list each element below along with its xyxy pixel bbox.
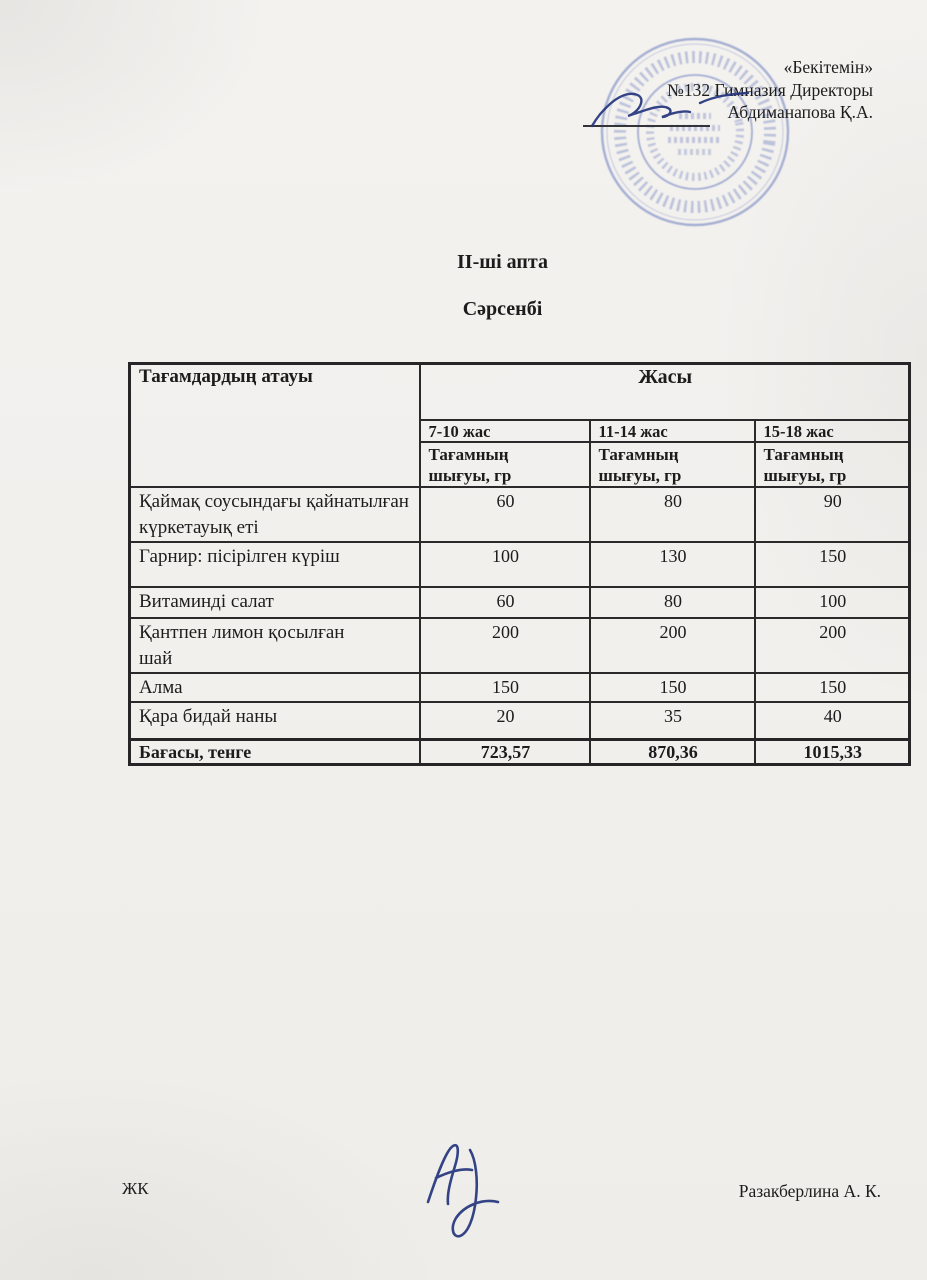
- table-header-row: [130, 364, 910, 420]
- menu-table: [128, 362, 911, 766]
- price-row: [130, 740, 910, 765]
- approval-director-line: №132 Гимназия Директоры: [667, 79, 873, 100]
- dish-name-header: Тағамдардың атауы: [130, 364, 420, 487]
- table-row: [130, 487, 910, 542]
- table-row: [130, 702, 910, 740]
- cook-signature-icon: [412, 1132, 527, 1247]
- portion-value-cell: 60: [420, 487, 590, 542]
- portion-value-cell: 60: [420, 587, 590, 618]
- dish-name-cell: Қантпен лимон қосылған шай: [130, 618, 420, 673]
- age-column-header: 11-14 жас: [590, 420, 755, 442]
- portion-value-cell: 80: [590, 487, 755, 542]
- approval-director-name: Абдиманапова Қ.А.: [727, 102, 873, 122]
- table-row: [130, 618, 910, 673]
- dish-name-cell: Алма: [130, 673, 420, 702]
- portion-value-cell: 150: [755, 673, 910, 702]
- portion-value-cell: 40: [755, 702, 910, 740]
- table-row: [130, 542, 910, 587]
- dish-name-cell: Қаймақ соусындағы қайнатылған күркетауық еті: [130, 487, 420, 542]
- age-column-header: 15-18 жас: [755, 420, 910, 442]
- dish-name-cell: Қара бидай наны: [130, 702, 420, 740]
- output-header: Тағамның шығуы, гр: [755, 442, 910, 487]
- price-value-cell: 1015,33: [755, 740, 910, 765]
- portion-value-cell: 150: [755, 542, 910, 587]
- week-title: II-ші апта: [457, 251, 548, 273]
- table-row: [130, 673, 910, 702]
- footer-left-initials: ЖК: [122, 1179, 149, 1198]
- price-value-cell: 723,57: [420, 740, 590, 765]
- day-title: Сәрсенбі: [462, 298, 543, 320]
- portion-value-cell: 150: [420, 673, 590, 702]
- portion-value-cell: 20: [420, 702, 590, 740]
- approval-title: «Бекітемін»: [783, 57, 873, 77]
- director-signature-icon: [575, 82, 760, 137]
- portion-value-cell: 150: [590, 673, 755, 702]
- age-column-header: 7-10 жас: [420, 420, 590, 442]
- portion-value-cell: 35: [590, 702, 755, 740]
- dish-name-cell: Гарнир: пісірілген күріш: [130, 542, 420, 587]
- price-label-cell: Бағасы, тенге: [130, 740, 420, 765]
- portion-value-cell: 130: [590, 542, 755, 587]
- portion-value-cell: 200: [590, 618, 755, 673]
- portion-value-cell: 90: [755, 487, 910, 542]
- portion-value-cell: 200: [755, 618, 910, 673]
- table-row: [130, 587, 910, 618]
- dish-name-cell: Витаминді салат: [130, 587, 420, 618]
- portion-value-cell: 200: [420, 618, 590, 673]
- portion-value-cell: 100: [755, 587, 910, 618]
- price-value-cell: 870,36: [590, 740, 755, 765]
- footer-right-name: Разакберлина А. К.: [738, 1181, 881, 1201]
- portion-value-cell: 80: [590, 587, 755, 618]
- portion-value-cell: 100: [420, 542, 590, 587]
- output-header: Тағамның шығуы, гр: [420, 442, 590, 487]
- age-group-header: Жасы: [420, 364, 910, 420]
- output-header: Тағамның шығуы, гр: [590, 442, 755, 487]
